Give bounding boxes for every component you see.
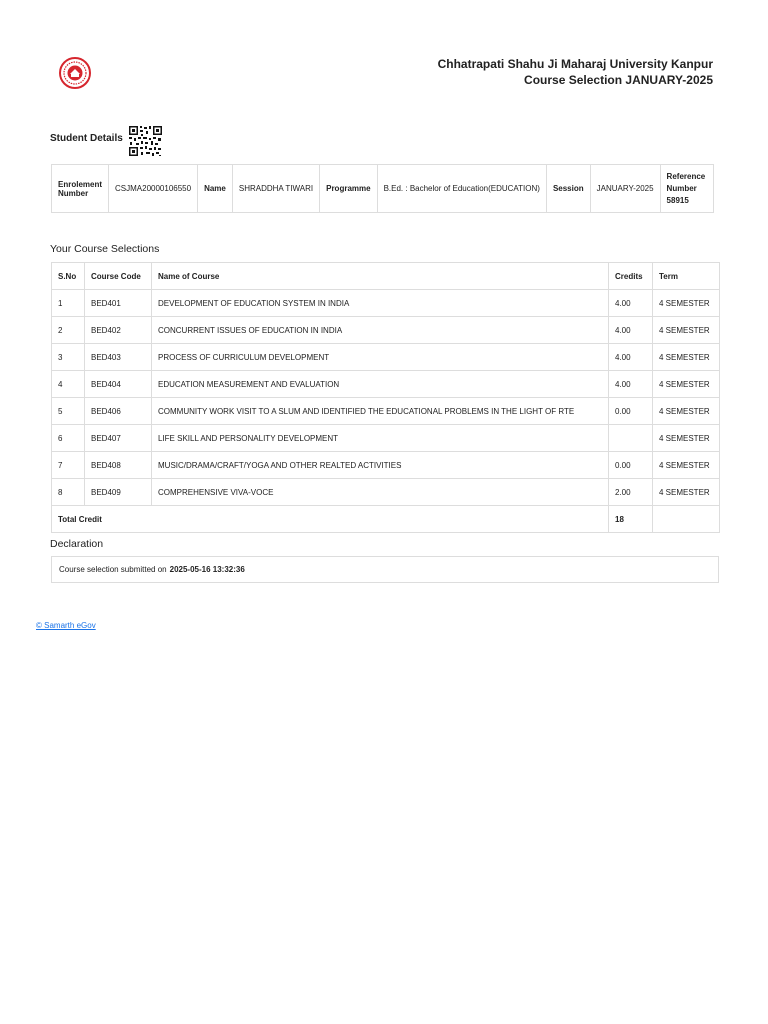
- programme-label: Programme: [320, 165, 377, 213]
- cell-sno: 5: [52, 398, 85, 425]
- cell-sno: 2: [52, 317, 85, 344]
- session-label: Session: [546, 165, 590, 213]
- table-row: [52, 290, 720, 317]
- cell-term: 4 SEMESTER: [653, 290, 720, 317]
- student-details-container: [51, 164, 740, 213]
- cell-course-code: BED401: [85, 290, 152, 317]
- course-selections-table: [51, 262, 720, 533]
- student-details-table: [51, 164, 714, 213]
- cell-credits: 4.00: [609, 371, 653, 398]
- cell-course-name: DEVELOPMENT OF EDUCATION SYSTEM IN INDIA: [152, 290, 609, 317]
- cell-course-name: PROCESS OF CURRICULUM DEVELOPMENT: [152, 344, 609, 371]
- cell-term: 4 SEMESTER: [653, 317, 720, 344]
- cell-course-name: COMMUNITY WORK VISIT TO A SLUM AND IDENTIFIED THE EDUCATIONAL PROBLEMS IN THE LIGHT OF RTE: [152, 398, 609, 425]
- cell-term: 4 SEMESTER: [653, 425, 720, 452]
- university-logo: [59, 57, 91, 89]
- cell-term: 4 SEMESTER: [653, 479, 720, 506]
- cell-course-code: BED409: [85, 479, 152, 506]
- cell-term: 4 SEMESTER: [653, 371, 720, 398]
- declaration-text: Course selection submitted on: [59, 565, 167, 574]
- cell-course-code: BED404: [85, 371, 152, 398]
- cell-sno: 3: [52, 344, 85, 371]
- header-sno: S.No: [52, 263, 85, 290]
- header-course-code: Course Code: [85, 263, 152, 290]
- cell-course-code: BED406: [85, 398, 152, 425]
- declaration-title: Declaration: [50, 538, 104, 550]
- university-name: Chhatrapati Shahu Ji Maharaj University Kanpur: [437, 57, 713, 71]
- cell-course-name: MUSIC/DRAMA/CRAFT/YOGA AND OTHER REALTED ACTIVITIES: [152, 452, 609, 479]
- cell-credits: 0.00: [609, 398, 653, 425]
- total-credit-row: [52, 506, 720, 533]
- samarth-egov-link[interactable]: © Samarth eGov: [36, 621, 96, 630]
- enrolment-value: CSJMA20000106550: [109, 165, 198, 213]
- cell-sno: 4: [52, 371, 85, 398]
- table-row: [52, 317, 720, 344]
- cell-credits: 2.00: [609, 479, 653, 506]
- header-course-name: Name of Course: [152, 263, 609, 290]
- cell-term: 4 SEMESTER: [653, 452, 720, 479]
- total-credit-label: Total Credit: [52, 506, 609, 533]
- cell-course-name: CONCURRENT ISSUES OF EDUCATION IN INDIA: [152, 317, 609, 344]
- cell-term: 4 SEMESTER: [653, 398, 720, 425]
- cell-sno: 7: [52, 452, 85, 479]
- table-row: [52, 344, 720, 371]
- cell-credits: 4.00: [609, 317, 653, 344]
- programme-value: B.Ed. : Bachelor of Education(EDUCATION): [377, 165, 546, 213]
- cell-course-code: BED403: [85, 344, 152, 371]
- table-row: [52, 425, 720, 452]
- total-credit-value: 18: [609, 506, 653, 533]
- header-credits: Credits: [609, 263, 653, 290]
- cell-course-name: COMPREHENSIVE VIVA-VOCE: [152, 479, 609, 506]
- submission-timestamp: 2025-05-16 13:32:36: [169, 565, 245, 574]
- cell-course-name: EDUCATION MEASUREMENT AND EVALUATION: [152, 371, 609, 398]
- cell-course-code: BED402: [85, 317, 152, 344]
- name-value: SHRADDHA TIWARI: [232, 165, 319, 213]
- header-term: Term: [653, 263, 720, 290]
- cell-term: 4 SEMESTER: [653, 344, 720, 371]
- cell-credits: 4.00: [609, 290, 653, 317]
- table-row: [52, 371, 720, 398]
- table-row: [52, 452, 720, 479]
- table-header-row: [52, 263, 720, 290]
- qr-code: [128, 125, 163, 157]
- reference-cell: [660, 165, 713, 213]
- total-credit-empty: [653, 506, 720, 533]
- cell-course-code: BED407: [85, 425, 152, 452]
- cell-credits: 0.00: [609, 452, 653, 479]
- course-selections-title: Your Course Selections: [50, 243, 160, 255]
- table-row: [52, 479, 720, 506]
- session-value: JANUARY-2025: [590, 165, 660, 213]
- table-row: [52, 398, 720, 425]
- cell-sno: 8: [52, 479, 85, 506]
- page-subtitle: Course Selection JANUARY-2025: [524, 73, 713, 87]
- declaration-box: [51, 556, 719, 583]
- cell-course-code: BED408: [85, 452, 152, 479]
- cell-credits: [609, 425, 653, 452]
- cell-course-name: LIFE SKILL AND PERSONALITY DEVELOPMENT: [152, 425, 609, 452]
- student-details-title: Student Details: [50, 133, 123, 144]
- cell-credits: 4.00: [609, 344, 653, 371]
- cell-sno: 1: [52, 290, 85, 317]
- name-label: Name: [198, 165, 233, 213]
- university-header: [438, 56, 713, 88]
- enrolment-label: Enrolement Number: [52, 165, 109, 213]
- reference-label: Reference Number: [666, 171, 706, 193]
- cell-sno: 6: [52, 425, 85, 452]
- reference-value: 58915: [666, 195, 689, 205]
